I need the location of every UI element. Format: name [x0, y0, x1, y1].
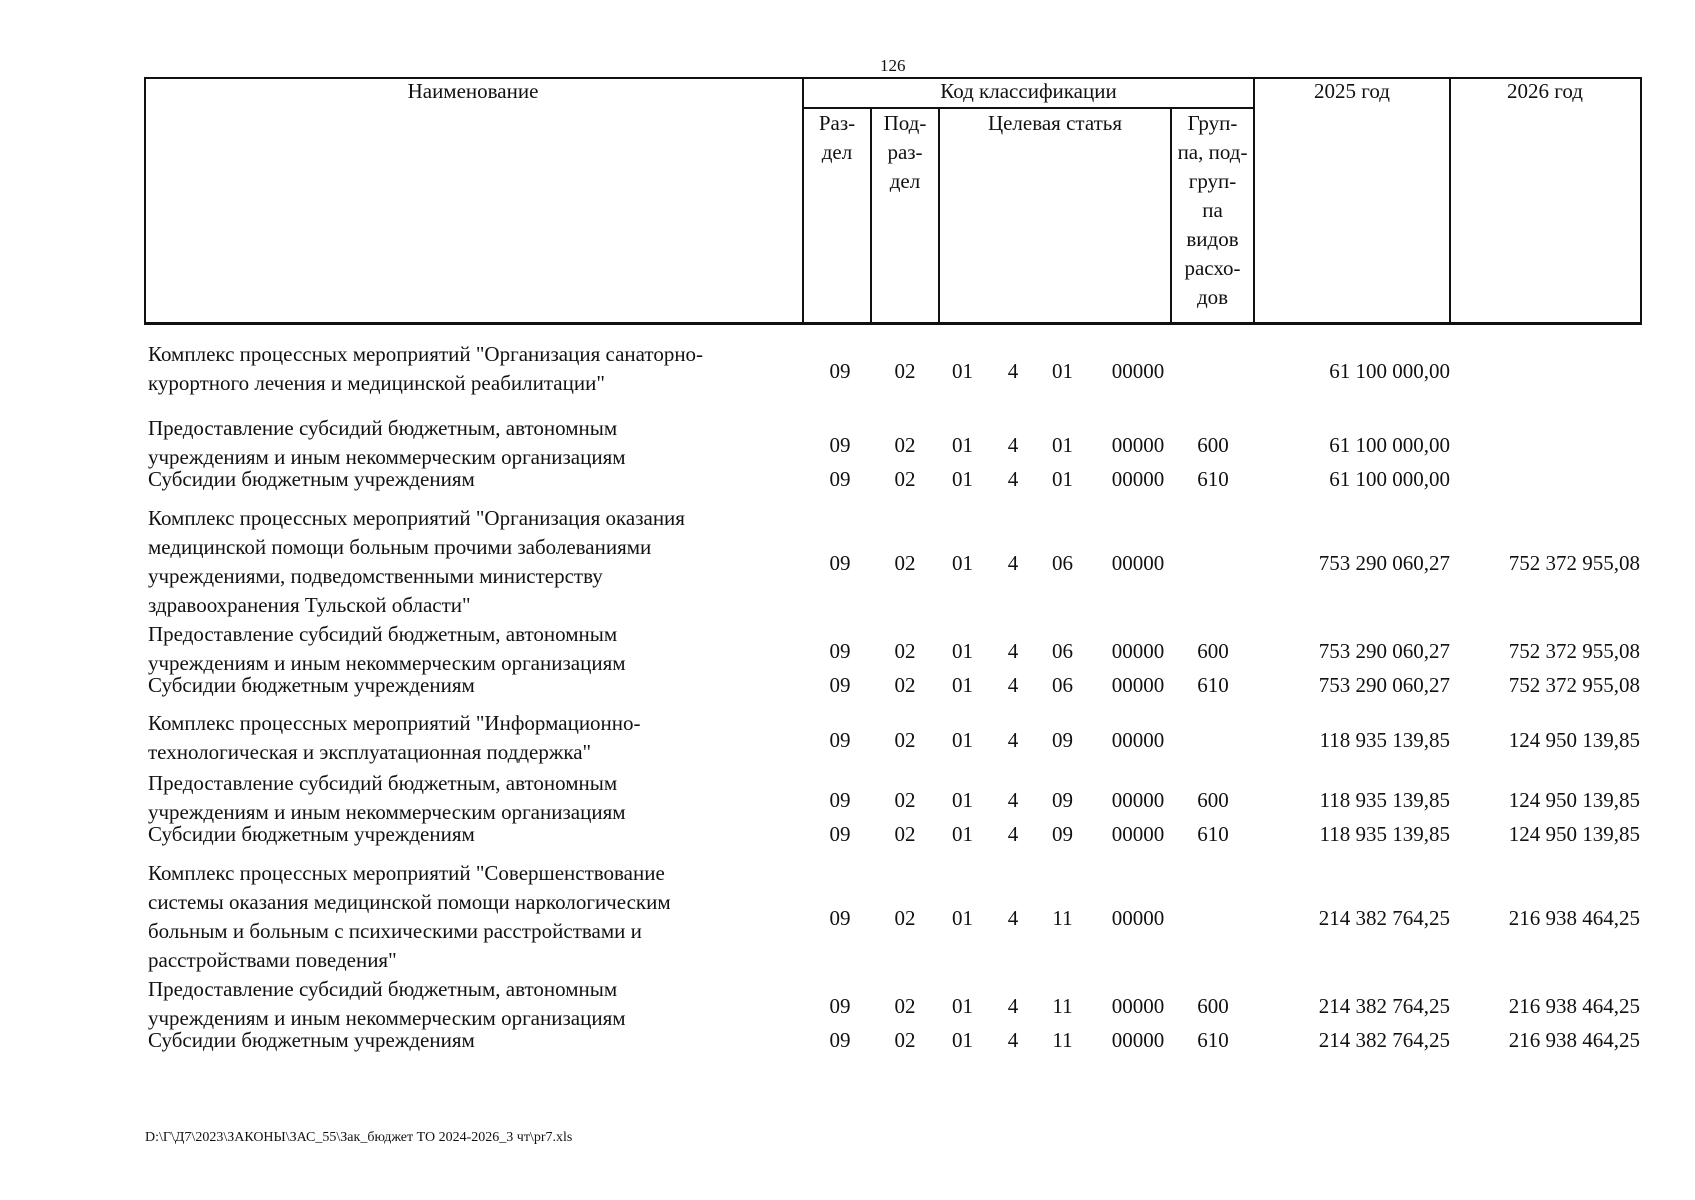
row-t4: 00000 [1111, 994, 1165, 1018]
row-pr: 02 [894, 994, 916, 1018]
row-v2025: 118 935 139,85 [1319, 728, 1450, 752]
row-t2: 4 [1007, 1028, 1019, 1052]
row-v2025: 214 382 764,25 [1318, 906, 1450, 930]
row-t4: 00000 [1111, 551, 1165, 575]
page-number: 126 [880, 56, 906, 75]
row-pr: 02 [894, 822, 916, 846]
row-name: Комплекс процессных мероприятий "Организация оказания медицинской помощи больным прочими заболеваниями учреждениями, подведомственными министерству здравоохранения Тульской области" [148, 506, 685, 617]
row-r: 09 [829, 673, 851, 697]
table-row [0, 859, 1695, 975]
table-row [0, 820, 1695, 849]
row-t2: 4 [1007, 467, 1019, 491]
header-group: Груп- па, под- груп- па видов расхо- дов [1177, 111, 1248, 309]
row-r: 09 [829, 467, 851, 491]
row-t1: 01 [952, 728, 973, 752]
row-t4: 00000 [1111, 906, 1165, 930]
row-t4: 00000 [1111, 1028, 1165, 1052]
header-2025: 2025 год [1314, 79, 1390, 103]
row-t1: 01 [952, 822, 973, 846]
row-v2026: 752 372 955,08 [1508, 673, 1640, 697]
table-row [0, 1026, 1695, 1055]
header-code: Код классификации [940, 79, 1117, 103]
row-pr: 02 [894, 467, 916, 491]
row-t2: 4 [1007, 822, 1019, 846]
row-t3: 11 [1052, 1028, 1073, 1052]
row-t2: 4 [1007, 359, 1019, 383]
row-r: 09 [829, 728, 851, 752]
row-pr: 02 [894, 1028, 916, 1052]
row-t1: 01 [952, 359, 973, 383]
table-row [0, 769, 1695, 827]
row-t4: 00000 [1111, 639, 1165, 663]
row-t2: 4 [1007, 433, 1019, 457]
row-name: Предоставление субсидий бюджетным, автономным учреждениям и иным некоммерческим организациям [148, 622, 626, 675]
row-t1: 01 [952, 673, 973, 697]
row-r: 09 [829, 788, 851, 812]
row-t2: 4 [1007, 906, 1019, 930]
row-t4: 00000 [1111, 673, 1165, 697]
row-t4: 00000 [1111, 467, 1165, 491]
row-v2026: 216 938 464,25 [1508, 906, 1640, 930]
row-v2025: 214 382 764,25 [1318, 1028, 1450, 1052]
row-v2025: 61 100 000,00 [1329, 467, 1450, 491]
table-row [0, 620, 1695, 678]
row-pr: 02 [894, 433, 916, 457]
row-pr: 02 [894, 788, 916, 812]
table-row [0, 414, 1695, 472]
row-pr: 02 [894, 639, 916, 663]
header-razdel: Раз- дел [818, 111, 856, 164]
row-name: Субсидии бюджетным учреждениям [148, 822, 475, 846]
row-v2026: 216 938 464,25 [1508, 994, 1640, 1018]
row-g: 600 [1197, 639, 1229, 663]
row-t1: 01 [952, 639, 973, 663]
row-name: Комплекс процессных мероприятий "Организация санаторно- курортного лечения и медицинской реабилитации" [148, 342, 704, 395]
row-r: 09 [829, 906, 851, 930]
row-v2026: 752 372 955,08 [1508, 639, 1640, 663]
row-r: 09 [829, 639, 851, 663]
row-g: 600 [1197, 433, 1229, 457]
row-t3: 11 [1052, 906, 1073, 930]
header-2026: 2026 год [1507, 79, 1583, 103]
row-v2025: 753 290 060,27 [1318, 551, 1450, 575]
row-r: 09 [829, 994, 851, 1018]
row-t1: 01 [952, 551, 973, 575]
row-t1: 01 [952, 788, 973, 812]
row-t3: 09 [1052, 788, 1073, 812]
row-v2025: 61 100 000,00 [1329, 433, 1450, 457]
table-row [0, 975, 1695, 1033]
row-r: 09 [829, 551, 851, 575]
row-g: 610 [1197, 822, 1229, 846]
row-name: Комплекс процессных мероприятий "Информационно- технологическая и эксплуатационная поддержка" [148, 711, 641, 764]
row-t3: 06 [1052, 639, 1073, 663]
row-t3: 06 [1052, 673, 1073, 697]
row-t3: 11 [1052, 994, 1073, 1018]
row-v2026: 752 372 955,08 [1508, 551, 1640, 575]
row-t2: 4 [1007, 639, 1019, 663]
row-t3: 01 [1052, 433, 1073, 457]
row-r: 09 [829, 822, 851, 846]
row-name: Предоставление субсидий бюджетным, автономным учреждениям и иным некоммерческим организациям [148, 416, 626, 469]
row-t2: 4 [1007, 551, 1019, 575]
header-podrazdel: Под- раз- дел [883, 111, 927, 193]
row-pr: 02 [894, 673, 916, 697]
file-path-footer: D:\Г\Д7\2023\ЗАКОНЫ\ЗАС_55\Зак_бюджет ТО 2024-2026_3 чт\pr7.xls [145, 1130, 573, 1145]
row-v2026: 216 938 464,25 [1508, 1028, 1640, 1052]
row-t1: 01 [952, 994, 973, 1018]
table-row [0, 709, 1695, 767]
row-t4: 00000 [1111, 359, 1165, 383]
row-t4: 00000 [1111, 822, 1165, 846]
row-t1: 01 [952, 467, 973, 491]
table-row [0, 340, 1695, 398]
row-t3: 09 [1052, 822, 1073, 846]
row-pr: 02 [894, 551, 916, 575]
row-r: 09 [829, 1028, 851, 1052]
row-t3: 01 [1052, 467, 1073, 491]
row-t4: 00000 [1111, 788, 1165, 812]
row-v2025: 118 935 139,85 [1319, 822, 1450, 846]
row-g: 610 [1197, 467, 1229, 491]
row-t1: 01 [952, 906, 973, 930]
row-t2: 4 [1007, 788, 1019, 812]
table-row [0, 671, 1695, 700]
row-g: 600 [1197, 994, 1229, 1018]
row-v2025: 753 290 060,27 [1318, 673, 1450, 697]
row-g: 610 [1197, 673, 1229, 697]
table-row [0, 465, 1695, 494]
row-v2026: 124 950 139,85 [1508, 822, 1640, 846]
header-name: Наименование [407, 79, 539, 103]
row-v2025: 118 935 139,85 [1319, 788, 1450, 812]
row-name: Предоставление субсидий бюджетным, автономным учреждениям и иным некоммерческим организациям [148, 977, 626, 1030]
row-name: Субсидии бюджетным учреждениям [148, 467, 475, 491]
row-name: Комплекс процессных мероприятий "Совершенствование системы оказания медицинской помощи наркологическим больным и больным с психическими расстройствами и расстройствами поведения" [148, 861, 671, 972]
header-target: Целевая статья [987, 111, 1123, 135]
row-t2: 4 [1007, 728, 1019, 752]
row-t4: 00000 [1111, 728, 1165, 752]
row-t3: 06 [1052, 551, 1073, 575]
row-pr: 02 [894, 359, 916, 383]
row-g: 610 [1197, 1028, 1229, 1052]
row-r: 09 [829, 359, 851, 383]
table-row [0, 504, 1695, 620]
row-v2025: 214 382 764,25 [1318, 994, 1450, 1018]
row-v2026: 124 950 139,85 [1508, 788, 1640, 812]
row-t3: 01 [1052, 359, 1073, 383]
row-pr: 02 [894, 906, 916, 930]
row-name: Субсидии бюджетным учреждениям [148, 1028, 475, 1052]
row-name: Предоставление субсидий бюджетным, автономным учреждениям и иным некоммерческим организациям [148, 771, 626, 824]
row-t2: 4 [1007, 673, 1019, 697]
row-pr: 02 [894, 728, 916, 752]
row-g: 600 [1197, 788, 1229, 812]
row-v2025: 753 290 060,27 [1318, 639, 1450, 663]
row-v2025: 61 100 000,00 [1329, 359, 1450, 383]
row-t4: 00000 [1111, 433, 1165, 457]
row-name: Субсидии бюджетным учреждениям [148, 673, 475, 697]
row-t3: 09 [1052, 728, 1073, 752]
row-t1: 01 [952, 1028, 973, 1052]
row-t2: 4 [1007, 994, 1019, 1018]
row-t1: 01 [952, 433, 973, 457]
row-r: 09 [829, 433, 851, 457]
row-v2026: 124 950 139,85 [1508, 728, 1640, 752]
